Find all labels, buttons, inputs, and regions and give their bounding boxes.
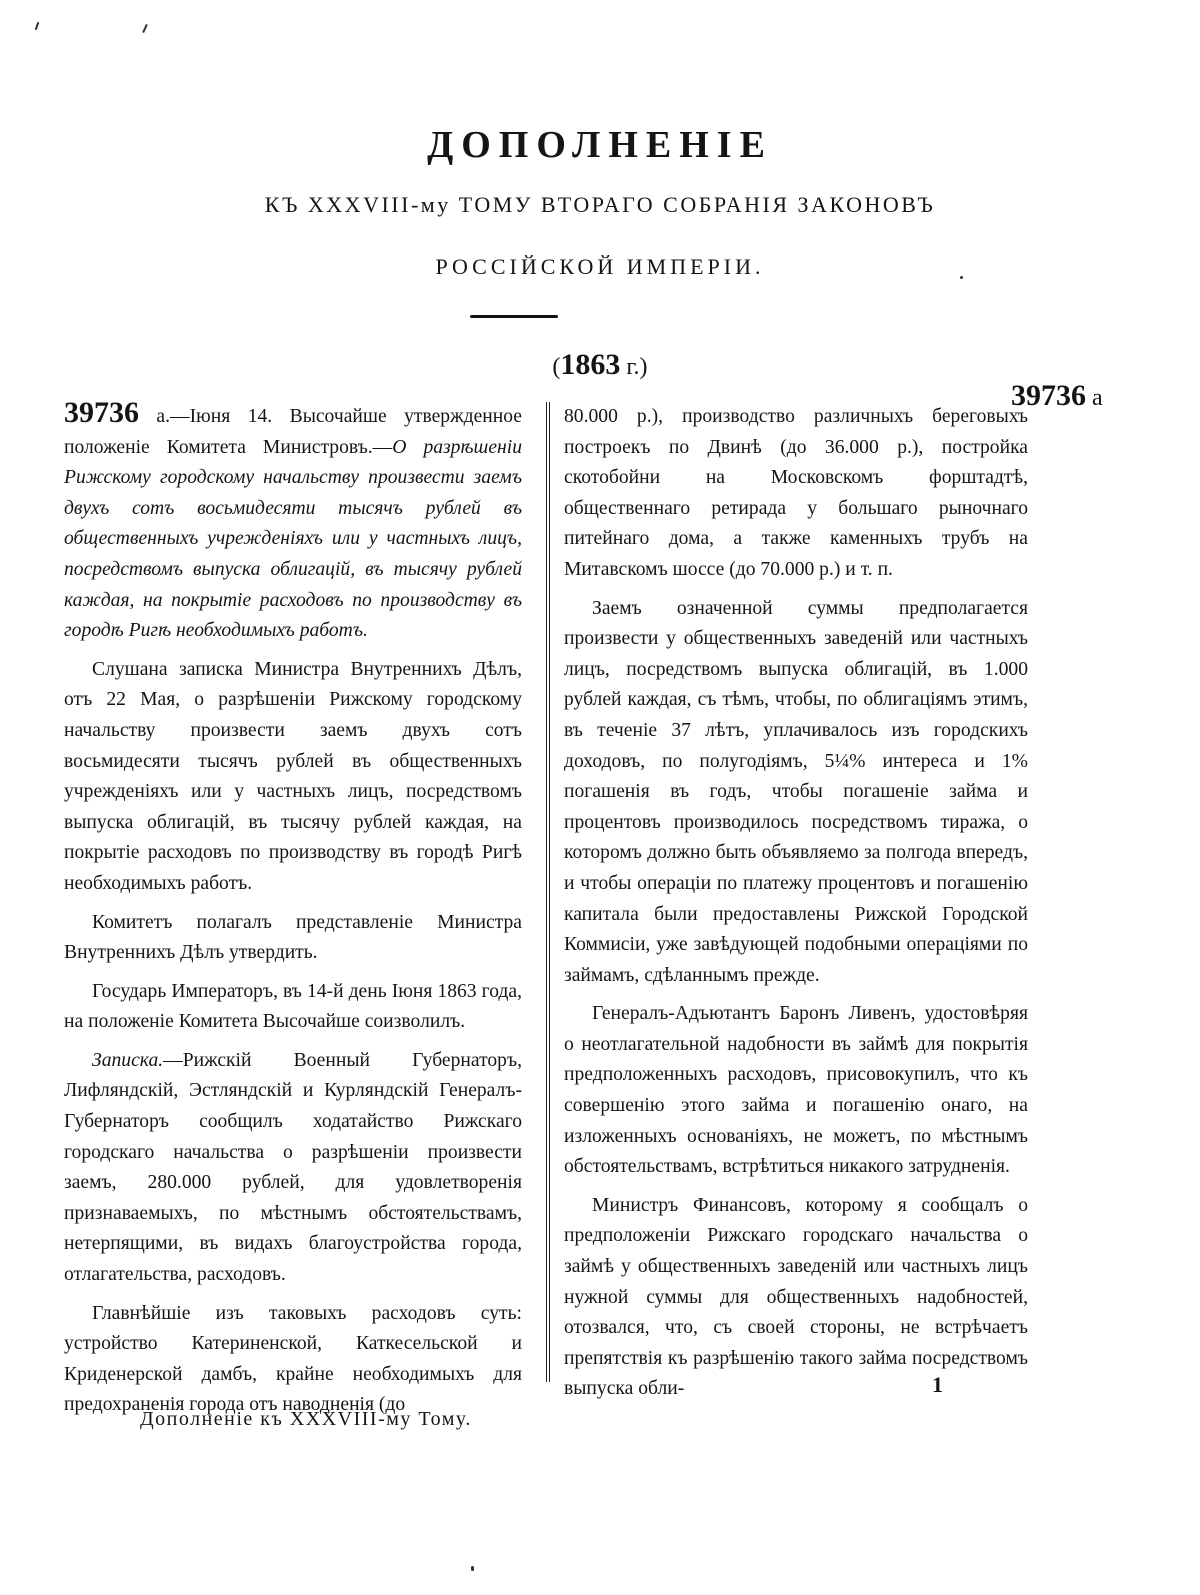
document-subtitle-line1: КЪ XXXVIII-му ТОМУ ВТОРАГО СОБРАНІЯ ЗАКОНОВЪ: [264, 192, 936, 217]
paragraph: Генералъ-Адъютантъ Баронъ Ливенъ, удостовѣряя о неотлагательной надобности въ займѣ для покрытія предположенныхъ расходовъ, присовокупилъ, что къ совершенію этого займа и погашенію онаго, на изложенныхъ основаніяхъ, не можетъ, по мѣстнымъ обстоятельствамъ, встрѣтиться никакого затрудненія.: [564, 1003, 1028, 1178]
year-heading: [0, 348, 1200, 382]
paragraph-continuation: 80.000 р.), производство различныхъ береговыхъ построекъ по Двинѣ (до 36.000 р.), постройка скотобойни на Московскомъ форштадтѣ, общественнаго ретирада у большаго рыночнаго питейнаго дома, а также каменныхъ трубъ на Митавскомъ шоссе (до 70.000 р.) и т. п.: [564, 406, 1028, 580]
article-number: 39736: [64, 396, 139, 429]
paragraph: Заемъ означенной суммы предполагается произвести у общественныхъ заведеній или частныхъ лицъ, посредствомъ выпуска облигацій, въ 1.000 рублей каждая, съ тѣмъ, чтобы, по облигаціямъ этимъ, въ теченіе 37 лѣтъ, уплачивалось изъ городскихъ доходовъ, по полугодіямъ, 5¼% интереса и 1% погашенія въ годъ, чтобы погашеніе займа и процентовъ производилось посредствомъ тиража, о которомъ должно быть объявляемо за полгода впередъ, и чтобы операціи по платежу процентовъ и погашенію капитала были предоставлены Рижской Городской Коммисіи, уже завѣдующей подобными операціями по займамъ, сдѣланнымъ прежде.: [564, 597, 1028, 986]
left-column: [64, 396, 523, 1429]
page-number: 1: [932, 1372, 943, 1397]
margin-article-number: [1011, 379, 1103, 413]
margin-suffix: а: [1086, 385, 1103, 411]
article-heading-italic: О разрѣшеніи Рижскому городскому начальству произвести заемъ двухъ сотъ восьмидесяти тысячъ рублей въ общественныхъ учрежденіяхъ или у частныхъ лицъ, посредствомъ выпуска облигацій, въ тысячу рублей каждая, на покрытіе расходовъ по производству въ городѣ Ригѣ необходимыхъ работъ.: [64, 436, 523, 642]
scan-speck: [35, 22, 40, 30]
title-divider: [470, 315, 558, 318]
scan-speck: [142, 24, 148, 33]
article-heading: [64, 396, 523, 647]
paragraph: Комитетъ полагалъ представленіе Министра Внутреннихъ Дѣлъ утвердить.: [64, 911, 522, 964]
paragraph: Слушана записка Министра Внутреннихъ Дѣлъ, отъ 22 Мая, о разрѣшеніи Рижскому городскому начальству произвести заемъ двухъ сотъ восьмидесяти тысячъ рублей въ общественныхъ учрежденіяхъ или у частныхъ лицъ, посредствомъ выпуска облигацій, въ тысячу рублей каждая, на покрытіе расходовъ по производству въ городѣ Ригѣ необходимыхъ работъ.: [64, 658, 522, 894]
note-paragraph: [64, 1046, 522, 1291]
year-open-paren: (: [552, 354, 561, 380]
scan-speck: [471, 1566, 474, 1571]
note-label: Записка.: [92, 1049, 164, 1071]
right-column: [564, 402, 1028, 1413]
year-number: 1863: [560, 348, 621, 381]
year-suffix: г.): [620, 354, 648, 380]
margin-number: 39736: [1011, 379, 1086, 412]
document-title: ДОПОЛНЕНІЕ: [427, 124, 773, 166]
paragraph: Главнѣйшіе изъ таковыхъ расходовъ суть: устройство Катериненской, Каткесельской и Криденерской дамбъ, крайне необходимыхъ для предохраненія города отъ наводненія (до: [64, 1302, 522, 1416]
paragraph: Министръ Финансовъ, которому я сообщалъ о предположеніи Рижскаго городскаго начальства о займѣ у общественныхъ заведеній или частныхъ лицъ нужной суммы для общественныхъ надобностей, отозвался, что, съ своей стороны, не встрѣчаетъ препятствія къ разрѣшенію такого займа посредствомъ выпуска обли-: [564, 1194, 1028, 1400]
column-divider: [546, 402, 550, 1382]
article-heading-text: а.—Іюня 14. Высочайше утвержденное положеніе Комитета Министровъ.—: [64, 406, 522, 458]
running-footer: Дополненіе къ XXXVIII-му Тому.: [140, 1408, 472, 1430]
note-text: —Рижскій Военный Губернаторъ, Лифляндскій, Эстляндскій и Курляндскій Генералъ-Губернаторъ сообщилъ ходатайство Рижскаго городскаго начальства о разрѣшеніи произвести заемъ, 280.000 рублей, для удовлетворенія признаваемыхъ, по мѣстнымъ обстоятельствамъ, нетерпящими, въ видахъ благоустройства города, отлагательства, расходовъ.: [64, 1049, 522, 1286]
document-subtitle-line2: РОССІЙСКОЙ ИМПЕРІИ.: [435, 254, 765, 279]
paragraph: Государь Императоръ, въ 14-й день Іюня 1863 года, на положеніе Комитета Высочайше соизволилъ.: [64, 980, 522, 1033]
